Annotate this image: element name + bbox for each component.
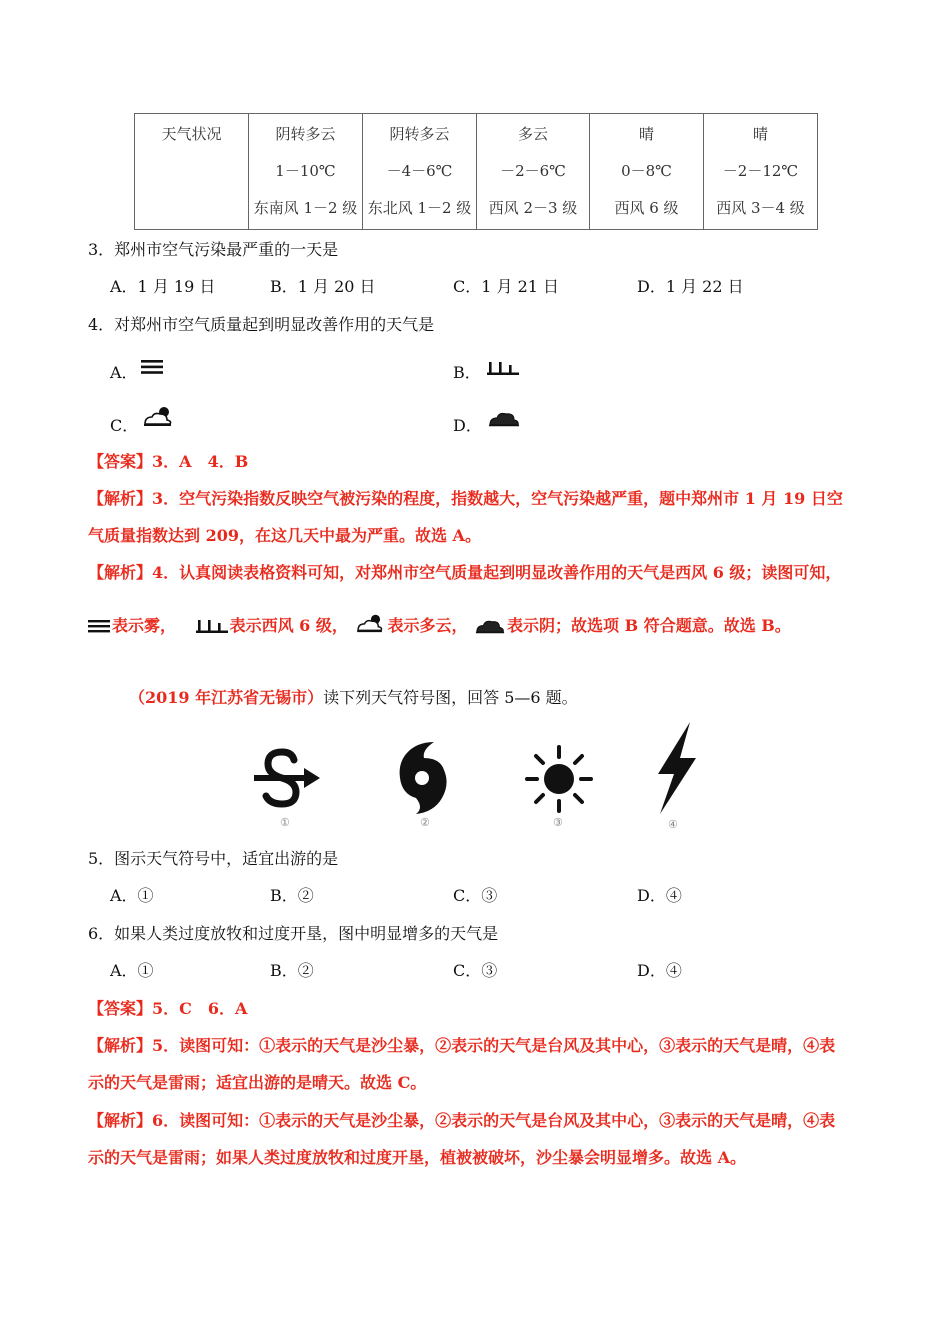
question-source: （2019 年江苏省无锡市） bbox=[129, 688, 324, 707]
question-5-option-b: B．② bbox=[270, 886, 314, 905]
table-day-column bbox=[477, 114, 590, 230]
table-day-column bbox=[704, 114, 818, 230]
day-weather: 阴转多云 bbox=[275, 125, 336, 143]
analysis-text: 5．读图可知：①表示的天气是沙尘暴，②表示的天气是台风及其中心，③表示的天气是晴，④表 bbox=[152, 1036, 836, 1055]
analysis-segment: 表示阴；故选项 B 符合题意。故选 B。 bbox=[507, 616, 791, 635]
table-day-column bbox=[363, 114, 477, 230]
typhoon-icon bbox=[394, 740, 452, 816]
symbol-label-4: ④ bbox=[668, 818, 678, 831]
analysis-tag: 【解析】 bbox=[88, 1036, 153, 1055]
question-6-option-b: B．② bbox=[270, 961, 314, 980]
table-header-label: 天气状况 bbox=[161, 125, 222, 143]
analysis-tag: 【解析】 bbox=[88, 489, 153, 508]
analysis-text: 6．读图可知：①表示的天气是沙尘暴，②表示的天气是台风及其中心，③表示的天气是晴，④表 bbox=[152, 1111, 836, 1130]
day-weather: 晴 bbox=[638, 125, 654, 143]
analysis-text: 4．认真阅读表格资料可知，对郑州市空气质量起到明显改善作用的天气是西风 6 级；读图可知， bbox=[152, 563, 842, 582]
answer-text: 3．A 4．B bbox=[152, 452, 249, 471]
question-6-option-a: A．① bbox=[110, 961, 154, 980]
weather-symbols-figure bbox=[248, 718, 718, 836]
analysis-4-line-2 bbox=[88, 612, 791, 639]
day-wind: 东南风 1－2 级 bbox=[253, 199, 358, 217]
question-5-option-d: D．④ bbox=[637, 886, 682, 905]
analysis-text: 3．空气污染指数反映空气被污染的程度，指数越大，空气污染越严重，题中郑州市 1 月 19 日空 bbox=[152, 489, 843, 508]
table-day-column bbox=[590, 114, 704, 230]
day-weather: 晴 bbox=[752, 125, 768, 143]
question-3-stem: 3．郑州市空气污染最严重的一天是 bbox=[88, 240, 339, 259]
answer-tag: 【答案】 bbox=[88, 999, 153, 1018]
day-temp: 1－10℃ bbox=[275, 162, 336, 180]
day-wind: 西风 6 级 bbox=[614, 199, 679, 217]
table-day-column bbox=[249, 114, 363, 230]
analysis-tag: 【解析】 bbox=[88, 1111, 153, 1130]
answer-text: 5．C 6．A bbox=[152, 999, 248, 1018]
answer-label bbox=[88, 452, 248, 472]
day-wind: 东北风 1－2 级 bbox=[367, 199, 472, 217]
analysis-6-line-2: 示的天气是雷雨；如果人类过度放牧和过度开垦，植被被破坏，沙尘暴会明显增多。故选 A。 bbox=[88, 1148, 746, 1167]
question-3-option-c: C．1 月 21 日 bbox=[453, 277, 560, 296]
partly-cloudy-icon bbox=[355, 612, 385, 639]
day-wind: 西风 3－4 级 bbox=[716, 199, 805, 217]
analysis-5-line-1 bbox=[88, 1036, 835, 1056]
analysis-segment: 表示西风 6 级， bbox=[229, 616, 348, 635]
question-5-stem: 5．图示天气符号中，适宜出游的是 bbox=[88, 849, 339, 868]
analysis-3-line-2: 气质量指数达到 209，在这几天中最为严重。故选 A。 bbox=[88, 526, 481, 545]
analysis-3-line-1 bbox=[88, 489, 843, 509]
day-weather: 阴转多云 bbox=[389, 125, 450, 143]
sun-icon bbox=[524, 744, 594, 814]
weather-table bbox=[134, 113, 818, 230]
analysis-5-line-2: 示的天气是雷雨；适宜出游的是晴天。故选 C。 bbox=[88, 1073, 427, 1092]
analysis-4-line-1 bbox=[88, 563, 841, 583]
symbol-label-1: ① bbox=[280, 816, 290, 829]
analysis-tag: 【解析】 bbox=[88, 563, 153, 582]
question-5-option-c: C．③ bbox=[453, 886, 498, 905]
analysis-6-line-1 bbox=[88, 1111, 835, 1131]
sandstorm-icon bbox=[252, 748, 324, 810]
overcast-icon bbox=[488, 409, 520, 427]
day-weather: 多云 bbox=[517, 125, 548, 143]
symbol-label-2: ② bbox=[420, 816, 430, 829]
question-group-intro bbox=[129, 688, 578, 708]
answer-label bbox=[88, 999, 247, 1019]
question-4-option-d: D． bbox=[453, 416, 482, 435]
day-temp: －4－6℃ bbox=[386, 162, 453, 180]
question-6-option-c: C．③ bbox=[453, 961, 498, 980]
analysis-segment: 表示雾， bbox=[112, 616, 177, 635]
day-temp: －2－6℃ bbox=[500, 162, 566, 180]
west-wind-icon bbox=[486, 360, 520, 376]
symbol-label-3: ③ bbox=[553, 816, 563, 829]
answer-tag: 【答案】 bbox=[88, 452, 153, 471]
overcast-icon bbox=[475, 617, 505, 639]
question-4-option-a: A． bbox=[110, 363, 138, 382]
question-3-option-b: B．1 月 20 日 bbox=[270, 277, 376, 296]
day-temp: 0－8℃ bbox=[621, 162, 672, 180]
day-wind: 西风 2－3 级 bbox=[488, 199, 578, 217]
table-header-cell bbox=[135, 114, 249, 230]
lightning-icon bbox=[650, 720, 700, 816]
question-6-stem: 6．如果人类过度放牧和过度开垦，图中明显增多的天气是 bbox=[88, 924, 499, 943]
fog-icon bbox=[140, 358, 164, 376]
question-3-option-a: A．1 月 19 日 bbox=[110, 277, 216, 296]
question-5-option-a: A．① bbox=[110, 886, 154, 905]
question-4-stem: 4．对郑州市空气质量起到明显改善作用的天气是 bbox=[88, 315, 435, 334]
question-6-option-d: D．④ bbox=[637, 961, 682, 980]
west-wind-icon bbox=[196, 618, 228, 639]
analysis-segment: 表示多云， bbox=[387, 616, 468, 635]
question-4-option-c: C． bbox=[110, 416, 139, 435]
day-temp: －2－12℃ bbox=[722, 162, 799, 180]
question-3-option-d: D．1 月 22 日 bbox=[637, 277, 744, 296]
question-intro-text: 读下列天气符号图，回答 5—6 题。 bbox=[323, 688, 578, 707]
partly-cloudy-icon bbox=[142, 404, 174, 428]
question-4-option-b: B． bbox=[453, 363, 481, 382]
fog-icon bbox=[88, 618, 110, 639]
